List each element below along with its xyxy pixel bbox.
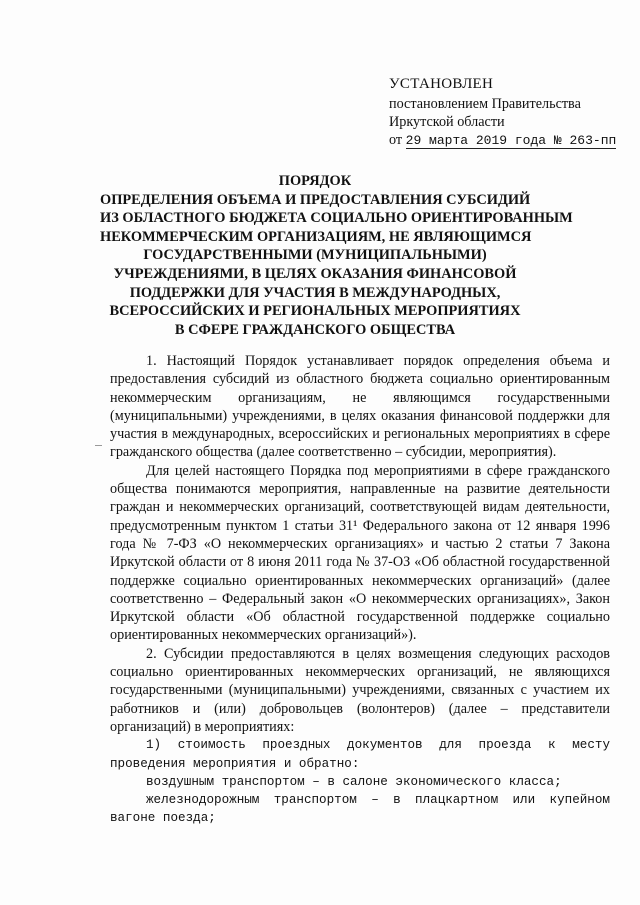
title-line: ИЗ ОБЛАСТНОГО БЮДЖЕТА СОЦИАЛЬНО ОРИЕНТИРОВАННЫМ xyxy=(100,210,573,227)
paragraph-4: 1) стоимость проездных документов для проезда к месту проведения мероприятия и обратно: xyxy=(110,738,610,771)
paragraph-2: Для целей настоящего Порядка под мероприятиями в сфере гражданского общества понимаются мероприятия, направленные на развитие деятельности граждан и некоммерческих организаций, соответствующей видам деятельности, предусмотренным пунктом 1 статьи 31¹ Федерального закона от 12 января 1996 года № 7-ФЗ «О некоммерческих организациях» и частью 2 статьи 7 Закона Иркутской области от 8 июня 2011 года № 37-ОЗ «Об областной государственной поддержке социально ориентированных некоммерческих организаций» (далее соответственно – Федеральный закон «О некоммерческих организациях», Закон Иркутской области «Об областной государственной поддержке социально ориентированных некоммерческих организаций»). xyxy=(110,462,610,644)
title-line: ГОСУДАРСТВЕННЫМИ (МУНИЦИПАЛЬНЫМИ) xyxy=(143,247,487,264)
approval-line-1: постановлением Правительства xyxy=(389,96,581,112)
paragraph-1: 1. Настоящий Порядок устанавливает порядок определения объема и предоставления субсидий из областного бюджета социально ориентированным некоммерческим организациям, не являющимся государственными (муниципальными) учреждениями, в целях оказания финансовой поддержки для участия в международных, всероссийских и региональных мероприятиях в сфере гражданского общества (далее соответственно – субсидии, мероприятия). xyxy=(110,353,610,461)
approval-stamp xyxy=(389,75,634,150)
title-line: УЧРЕЖДЕНИЯМИ, В ЦЕЛЯХ ОКАЗАНИЯ ФИНАНСОВОЙ xyxy=(113,265,517,282)
title-line: ОПРЕДЕЛЕНИЯ ОБЪЕМА И ПРЕДОСТАВЛЕНИЯ СУБСИДИЙ xyxy=(100,191,531,208)
title-line: ПОДДЕРЖКИ ДЛЯ УЧАСТИЯ В МЕЖДУНАРОДНЫХ, xyxy=(129,284,501,301)
approval-line-2: Иркутской области xyxy=(389,114,505,130)
margin-mark xyxy=(95,445,102,446)
title-line: НЕКОММЕРЧЕСКИМ ОРГАНИЗАЦИЯМ, НЕ ЯВЛЯЮЩИМСЯ xyxy=(100,228,532,245)
paragraph-6: железнодорожным транспортом – в плацкартном или купейном вагоне поезда; xyxy=(110,793,610,826)
paragraph-3: 2. Субсидии предоставляются в целях возмещения следующих расходов социально ориентированных некоммерческих организаций, не являющихся государственными (муниципальными) учреждениями, связанных с участием их работников и (или) добровольцев (волонтеров) (далее – представители организаций) в мероприятиях: xyxy=(110,645,610,735)
document-title xyxy=(100,172,573,339)
approval-date-number: 29 марта 2019 года № 263-пп xyxy=(405,133,617,148)
document-body xyxy=(110,352,610,828)
title-line: ПОРЯДОК xyxy=(278,173,352,189)
title-line: ВСЕРОССИЙСКИХ И РЕГИОНАЛЬНЫХ МЕРОПРИЯТИЯХ xyxy=(109,303,521,320)
paragraph-5: воздушным транспортом – в салоне экономического класса; xyxy=(146,774,562,789)
approval-from: от xyxy=(389,132,403,148)
title-line: В СФЕРЕ ГРАЖДАНСКОГО ОБЩЕСТВА xyxy=(174,321,456,338)
approved-heading: УСТАНОВЛЕН xyxy=(389,76,494,92)
approval-date-line xyxy=(389,131,634,150)
